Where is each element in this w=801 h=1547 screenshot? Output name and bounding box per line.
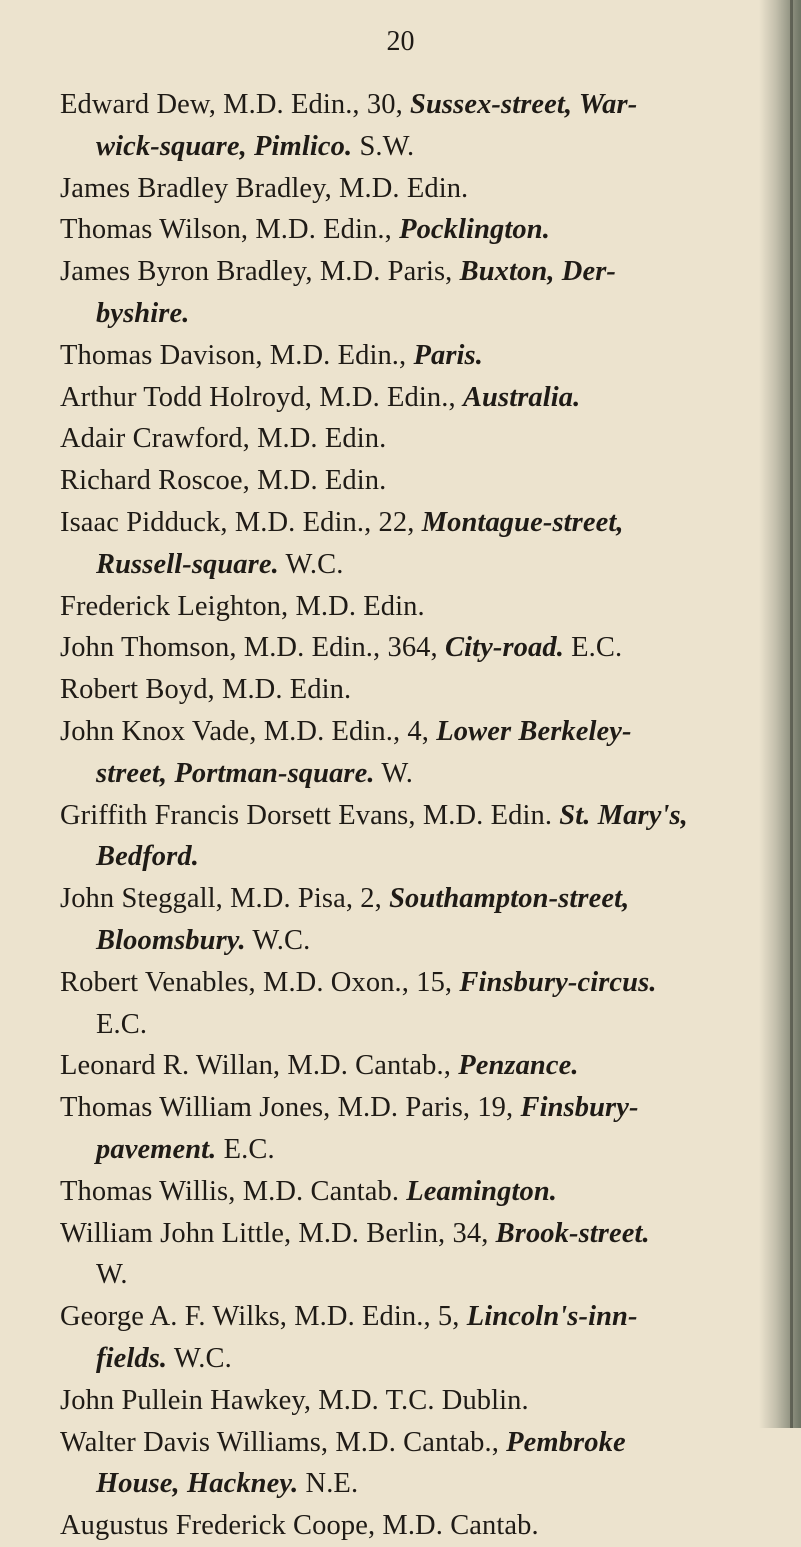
entry-line: [60, 878, 750, 920]
name-text: W.C.: [167, 1342, 232, 1374]
name-text: John Pullein Hawkey, M.D. T.C. Dublin.: [60, 1384, 529, 1416]
entry-continuation-line: [60, 1129, 750, 1171]
name-text: W.C.: [278, 548, 344, 580]
address-text: Lower Berkeley-: [436, 715, 632, 747]
name-text: Robert Boyd, M.D. Edin.: [60, 674, 352, 706]
entry-continuation-line: [60, 836, 750, 878]
address-text: byshire.: [96, 297, 190, 329]
address-text: Sussex-street, War-: [410, 89, 638, 120]
address-text: Pembroke: [506, 1426, 626, 1458]
entry-line: [60, 1505, 750, 1547]
name-text: Augustus Frederick Coope, M.D. Cantab.: [60, 1510, 539, 1542]
entry-line: [60, 586, 750, 628]
name-text: Edward Dew, M.D. Edin., 30,: [60, 89, 411, 120]
address-text: Australia.: [462, 381, 581, 413]
entry-line: [60, 711, 750, 753]
name-text: James Bradley Bradley, M.D. Edin.: [60, 172, 469, 204]
name-text: S.W.: [352, 130, 415, 162]
name-text: Arthur Todd Holroyd, M.D. Edin.,: [60, 381, 463, 413]
name-text: Thomas William Jones, M.D. Paris, 19,: [60, 1092, 521, 1124]
name-text: W.: [374, 757, 413, 789]
name-text: E.C.: [563, 632, 623, 664]
name-text: Robert Venables, M.D. Oxon., 15,: [60, 966, 460, 998]
entry-line: [60, 418, 750, 460]
entry-continuation-line: [60, 126, 750, 168]
entry-line: [60, 669, 750, 711]
name-text: James Byron Bradley, M.D. Paris,: [60, 256, 460, 288]
name-text: Leonard R. Willan, M.D. Cantab.,: [60, 1050, 459, 1082]
address-text: Finsbury-circus.: [459, 966, 657, 998]
entry-line: [60, 460, 750, 502]
address-text: Pocklington.: [399, 214, 550, 246]
address-text: City-road.: [444, 632, 564, 664]
entry-line: [60, 502, 750, 544]
name-text: N.E.: [298, 1468, 359, 1500]
entry-line: [60, 209, 750, 251]
address-text: wick-square, Pimlico.: [96, 130, 353, 162]
entry-line: [60, 1087, 750, 1129]
entry-line: [60, 251, 750, 293]
address-text: Montague-street,: [421, 506, 624, 538]
name-text: Richard Roscoe, M.D. Edin.: [60, 465, 387, 497]
address-text: Finsbury-: [520, 1092, 639, 1124]
page-number: 20: [386, 26, 415, 57]
name-text: Griffith Francis Dorsett Evans, M.D. Edin.: [60, 799, 560, 831]
name-text: Adair Crawford, M.D. Edin.: [60, 423, 387, 455]
entry-line: [60, 1045, 750, 1087]
name-text: E.C.: [96, 1008, 148, 1040]
address-text: Paris.: [413, 339, 483, 371]
entry-list: [60, 84, 750, 1547]
entry-line: [60, 168, 750, 210]
name-text: John Knox Vade, M.D. Edin., 4,: [60, 715, 437, 747]
entry-line: [60, 1213, 750, 1255]
name-text: Walter Davis Williams, M.D. Cantab.,: [60, 1426, 507, 1458]
entry-line: [60, 962, 750, 1004]
address-text: House, Hackney.: [96, 1468, 299, 1500]
entry-line: [60, 377, 750, 419]
name-text: Thomas Wilson, M.D. Edin.,: [60, 214, 400, 246]
address-text: pavement.: [96, 1133, 217, 1165]
page-edge-shadow: [759, 0, 801, 1428]
name-text: Isaac Pidduck, M.D. Edin., 22,: [60, 506, 422, 538]
name-text: E.C.: [216, 1133, 275, 1165]
entry-line: [60, 84, 750, 126]
name-text: William John Little, M.D. Berlin, 34,: [60, 1217, 496, 1249]
name-text: W.: [96, 1259, 128, 1291]
entry-continuation-line: [60, 293, 750, 335]
name-text: Frederick Leighton, M.D. Edin.: [60, 590, 425, 622]
address-text: Bedford.: [96, 841, 199, 873]
name-text: John Thomson, M.D. Edin., 364,: [60, 632, 445, 664]
address-text: Brook-street.: [495, 1217, 650, 1249]
address-text: Lincoln's-inn-: [466, 1301, 638, 1333]
entry-line: [60, 627, 750, 669]
address-text: St. Mary's,: [559, 799, 688, 831]
entry-continuation-line: [60, 1254, 750, 1296]
address-text: Buxton, Der-: [459, 256, 617, 288]
entry-line: [60, 335, 750, 377]
entry-continuation-line: [60, 1463, 750, 1505]
name-text: Thomas Willis, M.D. Cantab.: [60, 1175, 407, 1207]
entry-continuation-line: [60, 544, 750, 586]
name-text: John Steggall, M.D. Pisa, 2,: [60, 883, 390, 915]
address-text: Southampton-street,: [389, 883, 630, 915]
entry-line: [60, 1296, 750, 1338]
address-text: Leamington.: [406, 1175, 558, 1207]
address-text: street, Portman-square.: [96, 757, 375, 789]
address-text: fields.: [96, 1342, 168, 1374]
name-text: Thomas Davison, M.D. Edin.,: [60, 339, 414, 371]
address-text: Bloomsbury.: [96, 924, 246, 956]
entry-continuation-line: [60, 920, 750, 962]
entry-line: [60, 1171, 750, 1213]
entry-continuation-line: [60, 1338, 750, 1380]
entry-line: [60, 1380, 750, 1422]
entry-continuation-line: [60, 1004, 750, 1046]
page-edge-line: [790, 0, 793, 1428]
name-text: George A. F. Wilks, M.D. Edin., 5,: [60, 1301, 467, 1333]
entry-line: [60, 795, 750, 837]
entry-continuation-line: [60, 753, 750, 795]
name-text: W.C.: [245, 924, 311, 956]
address-text: Penzance.: [458, 1050, 579, 1082]
address-text: Russell-square.: [96, 548, 279, 580]
